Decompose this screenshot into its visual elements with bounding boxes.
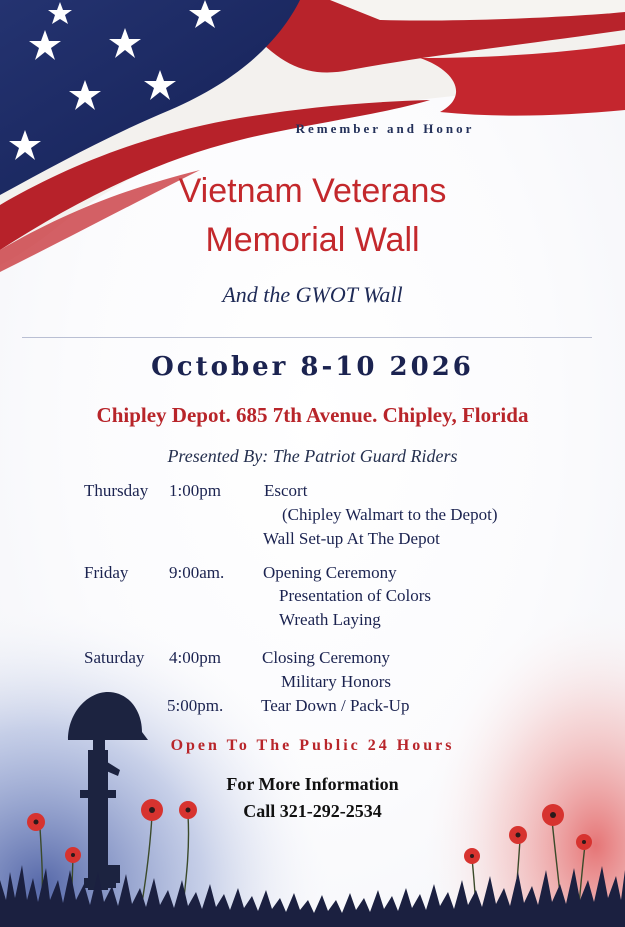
thursday-item: Wall Set-up At The Depot <box>263 529 440 548</box>
thursday-time: 1:00pm <box>169 481 221 500</box>
event-date: October 8-10 2026 <box>151 352 474 382</box>
friday-item: Wreath Laying <box>279 610 381 629</box>
friday-item: Presentation of Colors <box>279 586 432 605</box>
thursday-day: Thursday <box>84 481 149 500</box>
friday-item: Opening Ceremony <box>263 563 397 582</box>
kicker-text: Remember and Honor <box>295 121 475 136</box>
saturday-time-2: 5:00pm. <box>167 696 224 715</box>
friday-time: 9:00am. <box>169 563 225 582</box>
subtitle: And the GWOT Wall <box>222 282 403 307</box>
friday-day: Friday <box>84 563 129 582</box>
more-info-heading: For More Information <box>226 774 399 794</box>
phone-number: Call 321-292-2534 <box>243 801 382 821</box>
open-notice: Open To The Public 24 Hours <box>170 737 455 754</box>
divider-line <box>22 337 592 338</box>
event-location: Chipley Depot. 685 7th Avenue. Chipley, Florida <box>96 403 529 427</box>
saturday-item: Military Honors <box>281 672 392 691</box>
title-line-1: Vietnam Veterans <box>178 172 447 210</box>
thursday-item: Escort <box>264 481 308 500</box>
saturday-item: Closing Ceremony <box>262 648 390 667</box>
saturday-day: Saturday <box>84 648 145 667</box>
saturday-item: Tear Down / Pack-Up <box>261 696 410 715</box>
title-line-2: Memorial Wall <box>205 221 420 259</box>
presented-by: Presented By: The Patriot Guard Riders <box>167 446 458 466</box>
saturday-time: 4:00pm <box>169 648 221 667</box>
thursday-item: (Chipley Walmart to the Depot) <box>282 505 498 524</box>
